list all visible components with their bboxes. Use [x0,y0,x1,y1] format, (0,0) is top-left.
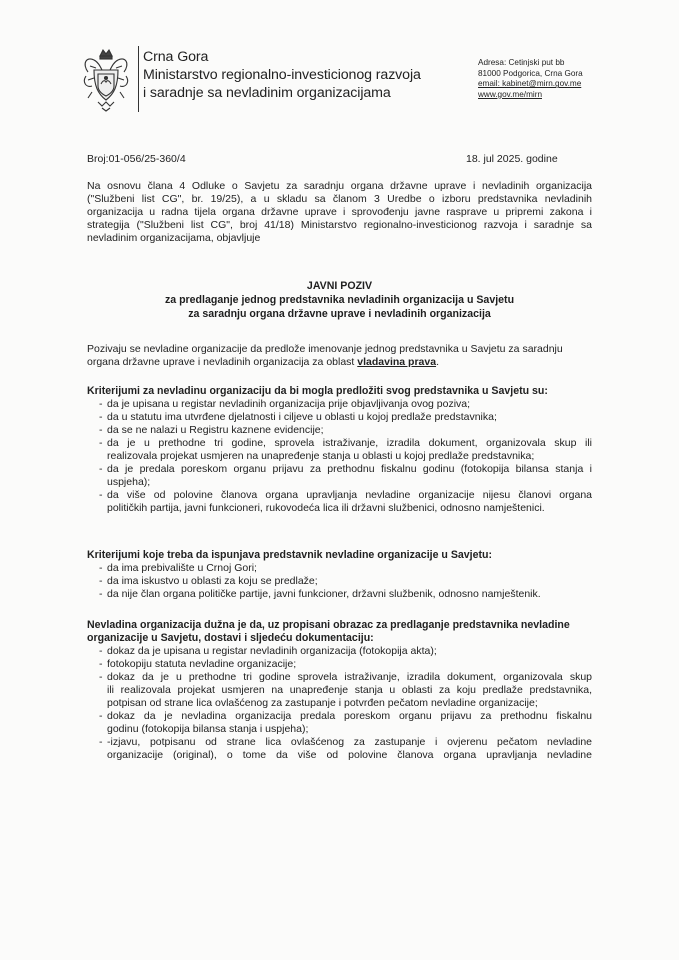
item-line: - da ima prebivalište u Crnoj Gori; [107,562,257,574]
item-line: - dokaz da je upisana u registar nevladinih organizacija (fotokopija akta); [107,645,437,657]
website-link[interactable]: www.gov.me/mirn [478,89,542,99]
invitation-paragraph [87,343,592,369]
list-item [87,710,592,736]
address-line-1: Adresa: Cetinjski put bb [478,58,565,67]
org-line-1: Crna Gora [143,49,209,65]
header-divider [138,46,139,112]
item-line: ili realizovala projekat usmjeren na unapređenje stanja u oblasti za koju predlaže predstavnika, [107,684,592,696]
intro-line: organizacija u radna tijela organa državne uprave i sprovođenju javne rasprave u pripremi zakona i [87,206,592,218]
list-item [87,489,592,515]
item-line: - da je u prethodne tri godine, sprovela istraživanje, izradila dokument, organizovala skup ili [107,437,592,449]
intro-line: ("Službeni list CG", br. 19/25), a u skladu sa članom 3 Uredbe o izboru predstavnika nevladinih [87,193,592,205]
intro-paragraph [87,180,592,245]
documents-section [87,619,592,762]
area-highlight: vladavina prava [357,356,437,368]
item-line: realizovala projekat usmjeren na unapređenje stanja u oblasti u kojoj predlaže predstavnika; [107,450,535,462]
invite-line-1: Pozivaju se nevladine organizacije da predlože imenovanje jednog predstavnika u Savjetu za saradnju [87,343,563,355]
list-item [87,588,592,601]
documents-heading-2: organizacije u Savjetu, dostavi i sljedeću dokumentaciju: [87,632,374,644]
coat-of-arms-icon [80,46,132,112]
reference-number: Broj:01-056/25-360/4 [87,153,186,165]
criteria-rep-list [87,562,592,601]
item-line: organizacije (original), o tome da više od polovine članova organa upravljanja nevladine [107,749,592,761]
document-date: 18. jul 2025. godine [466,153,558,165]
item-line: - -izjavu, potpisanu od strane lica ovlašćenog za zastupanje i ovjerenu pečatom nevladine [107,736,592,748]
criteria-org-section [87,385,592,515]
item-line: uspjeha); [107,476,151,488]
intro-line: nevladinim organizacijama, objavljuje [87,232,261,244]
invite-text: organa državne uprave i nevladinih organizacija za oblast [87,356,358,368]
invite-period: . [436,356,439,368]
list-item [87,398,592,411]
item-line: - da više od polovine članova organa upravljanja nevladine organizacije nijesu članovi organa [107,489,592,501]
criteria-rep-heading: Kriterijumi koje treba da ispunjava predstavnik nevladine organizacije u Savjetu: [87,549,493,561]
list-item [87,736,592,762]
address-block [478,58,583,100]
item-line: - da je upisana u registar nevladinih organizacija prije objavljivanja ovog poziva; [107,398,471,410]
item-line: - fotokopiju statuta nevladine organizacije; [107,658,297,670]
item-line: - da se ne nalazi u Registru kaznene evidencije; [107,424,324,436]
criteria-org-list [87,398,592,515]
list-item [87,463,592,489]
list-item [87,437,592,463]
list-item [87,645,592,658]
title-sub-1: za predlaganje jednog predstavnika nevladinih organizacija u Savjetu [164,294,515,306]
item-line: - dokaz da je u prethodne tri godine sprovela istraživanje, izradila dokument, organizovala skup [107,671,592,683]
list-item [87,671,592,710]
address-line-2: 81000 Podgorica, Crna Gora [478,68,583,78]
item-line: - da nije član organa političke partije, javni funkcioner, državni službenik, odnosno namještenik. [107,588,541,600]
ministry-name [143,48,421,102]
invite-line-2 [87,356,592,369]
title-main: JAVNI POZIV [306,280,373,292]
item-line: - dokaz da je nevladina organizacija predala poreskom organu prijavu za prethodnu fiskalnu [107,710,592,722]
list-item [87,575,592,588]
item-line: godinu (fotokopija bilansa stanja i uspjeha); [107,723,309,735]
list-item [87,658,592,671]
call-title [87,279,592,321]
documents-list [87,645,592,762]
intro-line: strategija ("Službeni list CG", broj 41/18) Ministarstvo regionalno-investicionog razvoja i saradnje sa [87,219,592,231]
item-line: - da ima iskustvo u oblasti za koju se predlaže; [107,575,318,587]
list-item [87,411,592,424]
criteria-rep-section [87,549,592,601]
org-line-2: Ministarstvo regionalno-investicionog razvoja [143,67,421,83]
item-line: potpisan od strane lica ovlašćenog za zastupanje i potvrđen pečatom nevladine organizacije; [107,697,538,709]
list-item [87,562,592,575]
item-line: - da u statutu ima utvrđene djelatnosti i ciljeve u oblasti u kojoj predlaže predstavnika; [107,411,497,423]
item-line: - da je predala poreskom organu prijavu za prethodnu fiskalnu godinu (fotokopija bilansa stanja i [107,463,592,475]
org-line-3: i saradnje sa nevladinim organizacijama [143,85,391,101]
intro-line: Na osnovu člana 4 Odluke o Savjetu za saradnju organa državne uprave i nevladinih organizacija [87,180,592,192]
criteria-org-heading: Kriterijumi za nevladinu organizaciju da bi mogla predložiti svog predstavnika u Savjetu su: [87,385,548,397]
email-link[interactable]: email: kabinet@mirn.gov.me [478,79,582,89]
documents-heading-1: Nevladina organizacija dužna je da, uz propisani obrazac za predlaganje predstavnika nevladine [87,619,570,631]
item-line: političkih partija, javni funkcioneri, rukovodeća lica ili državni službenici, odnosno namještenici. [107,502,545,514]
title-sub-2: za saradnju organa državne uprave i nevladinih organizacija [188,308,491,320]
list-item [87,424,592,437]
